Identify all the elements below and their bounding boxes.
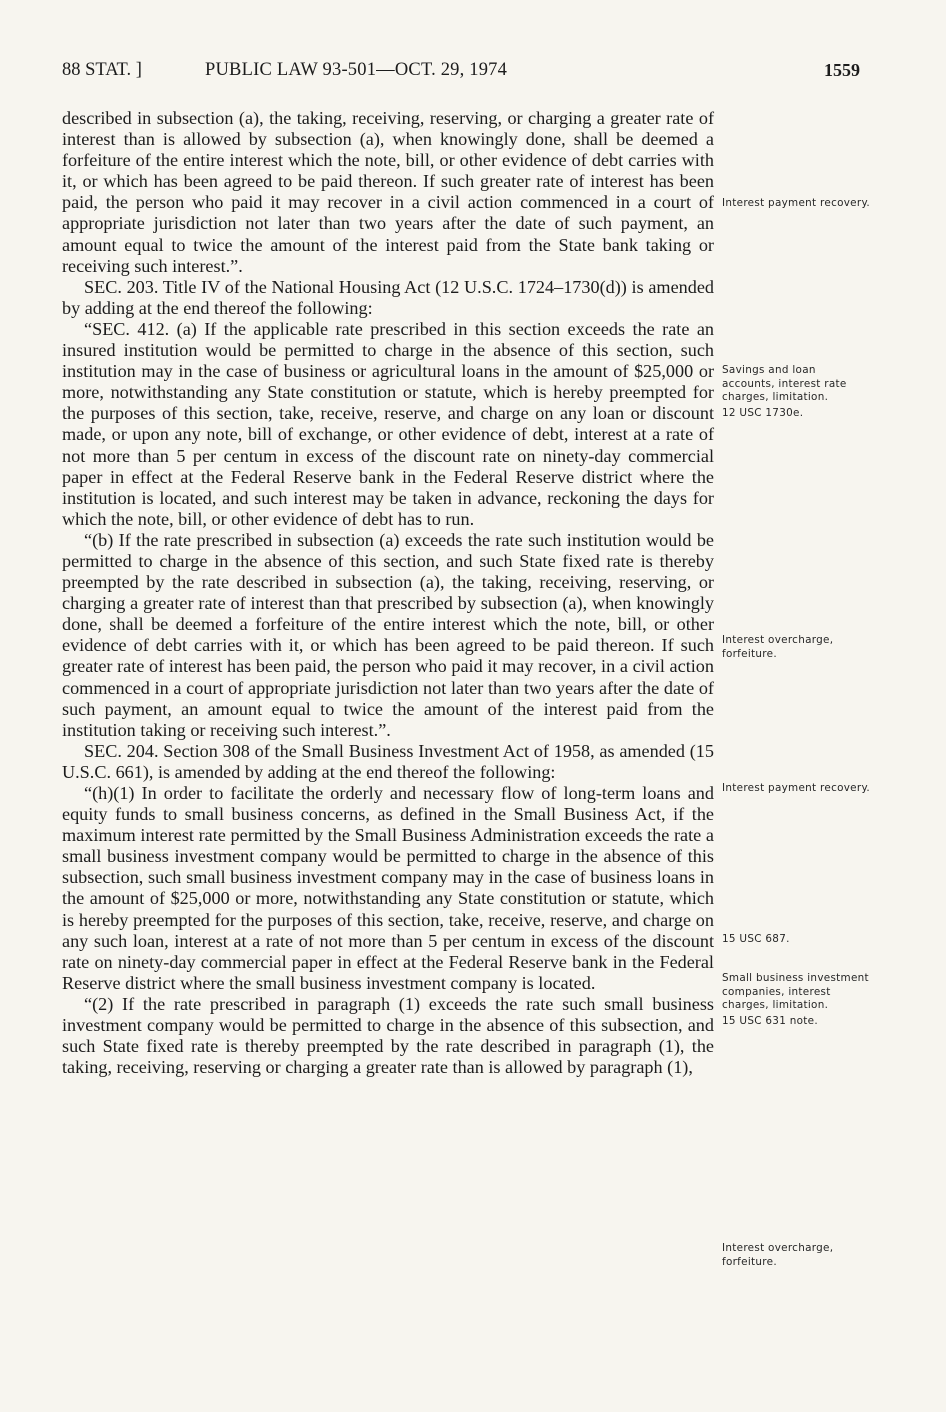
margin-note: Interest overcharge, forfeiture. bbox=[722, 1242, 834, 1268]
section-label: “SEC. 412. bbox=[84, 318, 170, 339]
running-header bbox=[62, 60, 862, 86]
margin-note-text: Savings and loan accounts, interest rate charges, limitation. bbox=[722, 364, 847, 403]
usc-citation: 15 USC 687. bbox=[722, 933, 790, 945]
section-label: SEC. 203. bbox=[84, 276, 159, 297]
margin-note: Interest payment recovery. bbox=[722, 782, 871, 794]
usc-citation: 15 USC 631 note. bbox=[722, 1014, 818, 1027]
paragraph-subsection-continuation: described in subsection (a), the taking, receiving, reserving, or charging a greater rate of interest than is allowed by subsection (a), when knowingly done, shall be deemed a forfeiture of the entire interest which the note, bill, or other evidence of debt carries with it, or which has been agreed to be paid thereon. If such greater rate of interest has been paid, the person who paid it may recover in a civil action commenced in a court of appropriate jurisdiction not later than two years after the date of such payment, an amount equal to twice the amount of the interest paid from the State bank taking or receiving such interest.”. bbox=[62, 108, 714, 276]
statute-body bbox=[62, 108, 714, 1078]
page-number: 1559 bbox=[824, 60, 860, 80]
section-text: Title IV of the National Housing Act (12 U.S.C. 1724–1730(d)) is amended by adding at the end thereof the following: bbox=[62, 276, 714, 318]
law-title: PUBLIC LAW 93-501—OCT. 29, 1974 bbox=[205, 60, 508, 80]
volume-reference: 88 STAT. ] bbox=[62, 60, 142, 80]
paragraph-h-1: “(h)(1) In order to facilitate the orderly and necessary flow of long-term loans and equity funds to small business concerns, as defined in the Small Business Act, if the maximum interest rate permitted by the Small Business Administration exceeds the rate a small business investment company would be permitted to charge in the absence of this subsection, such small business investment company may in the case of business loans in the amount of $25,000 or more, notwithstanding any State constitution or statute, which is hereby preempted for the purposes of this section, take, receive, reserve, and charge on any such loan, interest at a rate of not more than 5 per centum in excess of the discount rate on ninety-day commercial paper in effect at the Federal Reserve bank in the Federal Reserve district where the small business investment company is located. bbox=[62, 783, 714, 993]
paragraph-sec-412-a bbox=[62, 319, 714, 530]
usc-citation: 12 USC 1730e. bbox=[722, 406, 804, 419]
margin-note: Interest overcharge, forfeiture. bbox=[722, 634, 834, 660]
section-text: Section 308 of the Small Business Investment Act of 1958, as amended (15 U.S.C. 661), is amended by adding at the end thereof the following: bbox=[62, 740, 714, 782]
section-label: SEC. 204. bbox=[84, 740, 159, 761]
paragraph-sec-412-b: “(b) If the rate prescribed in subsection (a) exceeds the rate such institution would be permitted to charge in the absence of this section, and such State fixed rate is thereby preempted by the rate described in subsection (a), the taking, receiving, reserving, or charging a greater rate of interest than that prescribed by subsection (a), when knowingly done, shall be deemed a forfeiture of the entire interest which the note, bill, or other evidence of debt carries with it, or which has been agreed to be paid thereon. If such greater rate of interest has been paid, the person who paid it may recover, in a civil action commenced in a court of appropriate jurisdiction not later than two years after the date of such payment, an amount equal to twice the amount of the interest paid from the institution taking or receiving such interest.”. bbox=[62, 529, 714, 740]
paragraph-sec-203 bbox=[62, 277, 714, 319]
paragraph-sec-204 bbox=[62, 741, 714, 783]
margin-note-text: Small business investment companies, interest charges, limitation. bbox=[722, 972, 869, 1011]
section-text: (a) If the applicable rate prescribed in this section exceeds the rate an insured institution would be permitted to charge in the absence of this section, such institution may in the case of business or agricultural loans in the amount of $25,000 or more, notwithstanding any State constitution or statute, which is hereby preempted for the purposes of this section, take, receive, reserve, and charge on any loan or discount made, or upon any note, bill of exchange, or other evidence of debt, interest at a rate of not more than 5 per centum in excess of the discount rate on ninety-day commercial paper in effect at the Federal Reserve bank in the Federal Reserve district where the institution is located, and such interest may be taken in advance, reckoning the days for which the note, bill, or other evidence of debt has to run. bbox=[62, 318, 714, 529]
margin-note: Interest payment recovery. bbox=[722, 197, 871, 209]
margin-note bbox=[722, 972, 872, 1028]
margin-note bbox=[722, 364, 872, 420]
paragraph-h-2: “(2) If the rate prescribed in paragraph (1) exceeds the rate such small business investment company would be permitted to charge in the absence of this subsection, and such State fixed rate is thereby preempted by the rate described in paragraph (1), the taking, receiving, reserving or charging a greater rate than is allowed by paragraph (1), bbox=[62, 993, 714, 1078]
